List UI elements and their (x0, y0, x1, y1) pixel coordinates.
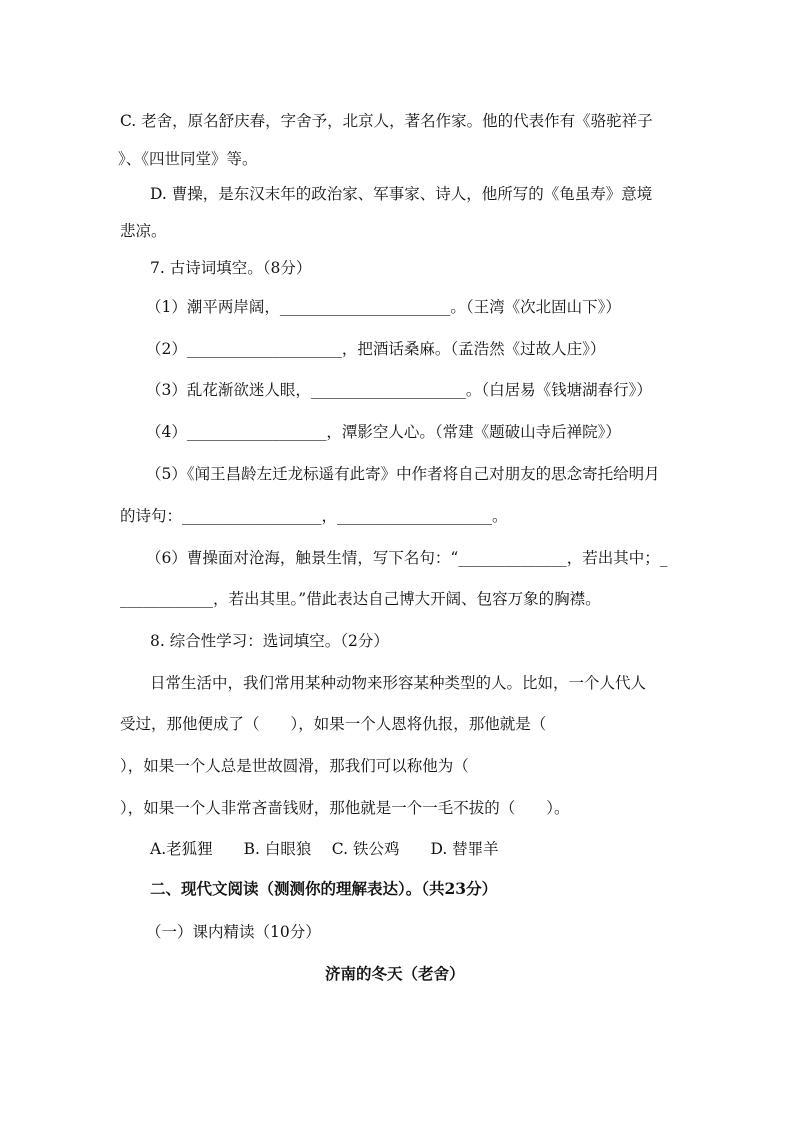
option-d-line-1: D. 曹操，是东汉末年的政治家、军事家、诗人，他所写的《龟虽寿》意境 (150, 185, 653, 203)
q7-item-5-line-2: 的诗句：__________________，____________________。 (120, 507, 508, 525)
q8-text-line-2: 受过，那他便成了（ ），如果一个人恩将仇报，那他就是（ (120, 715, 547, 733)
q7-item-5-line-1: （5）《闻王昌龄左迁龙标遥有此寄》中作者将自己对朋友的思念寄托给明月 (146, 465, 660, 483)
q7-item-3: （3）乱花渐欲迷人眼，____________________。（白居易《钱塘湖春行》） (146, 381, 652, 399)
section-2-heading: 二、现代文阅读（测测你的理解表达）。（共23分） (150, 879, 498, 898)
option-c-line-1: C. 老舍，原名舒庆春，字舍予，北京人，著名作家。他的代表作有《骆驼祥子 (120, 112, 653, 130)
q7-item-1: （1）潮平两岸阔，______________________。（王湾《次北固山下》） (146, 298, 621, 316)
q8-text-line-4: ），如果一个人非常吝啬钱财，那他就是一个一毛不拔的（ ）。 (120, 799, 570, 817)
q8-text-line-1: 日常生活中，我们常用某种动物来形容某种类型的人。比如，一个人代人 (150, 674, 647, 692)
subsection-1-heading: （一）课内精读（10分） (146, 923, 321, 941)
q7-item-6-line-1: （6）曹操面对沧海，触景生情，写下名句：“______________，若出其中；_ (146, 549, 668, 567)
q8-text-line-3: ），如果一个人总是世故圆滑，那我们可以称他为（ (120, 757, 469, 775)
q7-item-6-line-2: ____________，若出其里。”借此表达自己博大开阔、包容万象的胸襟。 (120, 590, 601, 608)
question-8-title: 8. 综合性学习：选词填空。（2分） (150, 632, 389, 650)
question-7-title: 7. 古诗词填空。（8分） (150, 259, 312, 277)
option-c-line-2: 》、《四世同堂》等。 (118, 150, 258, 168)
q8-options: A.老狐狸 B. 白眼狼 C. 铁公鸡 D. 替罪羊 (150, 840, 499, 858)
q7-item-4: （4）__________________，潭影空人心。（常建《题破山寺后禅院》） (146, 423, 621, 441)
q7-item-2: （2）____________________，把酒话桑麻。（孟浩然《过故人庄》） (146, 340, 606, 358)
option-d-line-2: 悲凉。 (120, 222, 167, 240)
passage-title: 济南的冬天（老舍） (325, 964, 465, 983)
